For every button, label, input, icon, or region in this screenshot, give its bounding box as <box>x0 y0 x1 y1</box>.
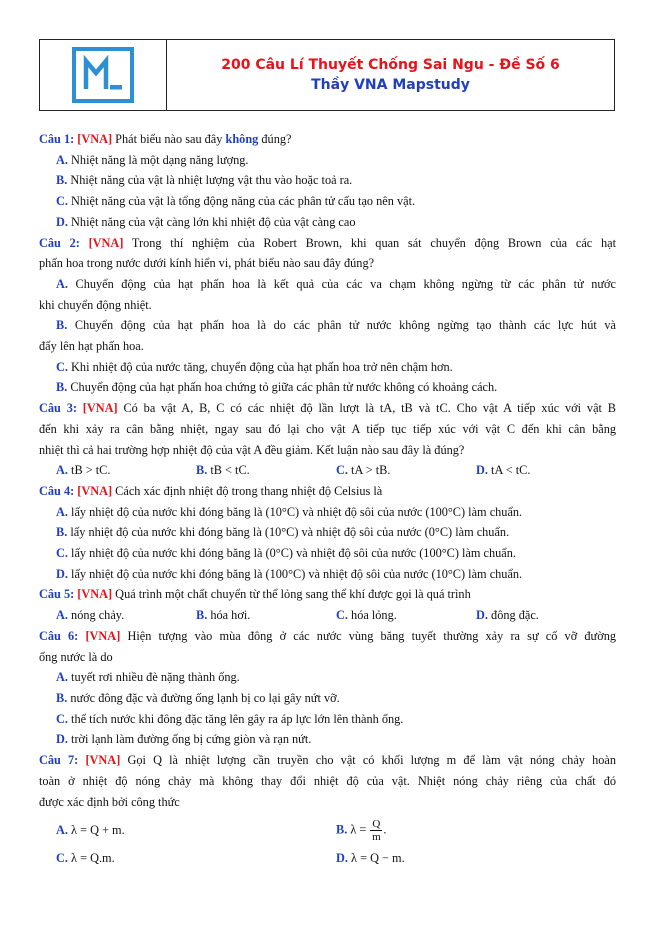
option-letter: A. <box>56 152 68 167</box>
question-4-option-b <box>39 522 616 543</box>
question-4-option-c <box>39 543 616 564</box>
option-letter: B. <box>56 173 68 188</box>
question-2-option-c <box>39 357 616 378</box>
question-5-options <box>39 605 616 626</box>
option-text: Nhiệt năng của vật là nhiệt lượng vật thu vào hoặc toả ra. <box>67 173 353 188</box>
option-letter: D. <box>476 608 488 623</box>
keyword-khong: không <box>225 132 259 146</box>
option-text: λ = Q − m. <box>347 851 405 866</box>
option-text: tB < tC. <box>207 463 250 478</box>
option-text: tB > tC. <box>67 463 111 478</box>
question-1-option-d <box>39 212 616 233</box>
option-text: hóa lỏng. <box>347 608 397 623</box>
question-5-option-a <box>56 605 196 626</box>
option-letter: C. <box>56 194 68 209</box>
option-text: λ = Q + m. <box>67 822 125 837</box>
option-text: Chuyển động của hạt phấn hoa là kết quả của các va chạm không ngừng từ các phân tử nước <box>67 276 616 291</box>
question-1-option-a <box>39 150 616 171</box>
question-1-option-c <box>39 191 616 212</box>
question-label: Câu 2: <box>39 235 80 250</box>
option-text: λ = <box>347 822 370 837</box>
question-text: Quá trình một chất chuyển từ thể lỏng sang thể khí được gọi là quá trình <box>112 587 471 602</box>
question-6-option-d <box>39 729 616 750</box>
question-6-option-b <box>39 688 616 709</box>
option-letter: B. <box>56 380 68 395</box>
question-5-stem <box>39 584 616 605</box>
question-3-stem-cont2: nhiệt thì cả hai trường hợp nhiệt độ của vật A đều giảm. Kết luận nào sau đây là đúng? <box>39 442 465 457</box>
question-3-option-b <box>196 460 336 481</box>
option-text: lấy nhiệt độ của nước khi đóng băng là (0°C) và nhiệt độ sôi của nước (100°C) làm chuẩn. <box>67 546 516 561</box>
question-tag: [VNA] <box>85 753 121 768</box>
option-letter: D. <box>476 463 488 478</box>
question-tag: [VNA] <box>77 587 113 602</box>
question-6-stem-cont: ống nước là do <box>39 649 113 664</box>
option-text: thể tích nước khi đông đặc tăng lên gây ra áp lực lớn lên thành ống. <box>67 711 404 726</box>
option-letter: D. <box>56 566 68 581</box>
title-cell <box>167 40 614 110</box>
option-text: Nhiệt năng là một dạng năng lượng. <box>67 152 249 167</box>
option-letter: D. <box>56 214 68 229</box>
question-2-stem-cont: phấn hoa trong nước dưới kính hiển vi, phát biểu nào sau đây đúng? <box>39 256 375 271</box>
header-box <box>39 39 615 111</box>
question-6-option-c <box>39 709 616 730</box>
question-2-option-a-cont: khi chuyển động nhiệt. <box>39 297 152 312</box>
question-7-option-b <box>336 818 616 843</box>
question-label: Câu 7: <box>39 753 79 768</box>
question-4-stem <box>39 481 616 502</box>
question-text: Có ba vật A, B, C có các nhiệt độ lần lượt là tA, tB và tC. Cho vật A tiếp xúc với vật B <box>117 401 616 416</box>
option-letter: B. <box>336 822 348 837</box>
option-text: tA > tB. <box>347 463 391 478</box>
question-3-options <box>39 460 616 481</box>
option-letter: B. <box>56 525 68 540</box>
question-4-option-a <box>39 502 616 523</box>
option-text: lấy nhiệt độ của nước khi đóng băng là (10°C) và nhiệt độ sôi của nước (0°C) làm chuẩn. <box>67 525 510 540</box>
question-3-option-a <box>56 460 196 481</box>
option-text: . <box>383 822 387 837</box>
question-text: Cách xác định nhiệt độ trong thang nhiệt độ Celsius là <box>112 483 383 498</box>
fraction-denominator: m <box>372 830 381 843</box>
question-text: Hiện tượng vào mùa đông ở các nước vùng băng tuyết thường xảy ra sự cố vỡ đường <box>120 628 616 643</box>
question-label: Câu 3: <box>39 401 77 416</box>
question-tag: [VNA] <box>77 483 113 498</box>
question-1-stem <box>39 129 616 150</box>
question-text: Gọi Q là nhiệt lượng cần truyền cho vật có khối lượng m để làm vật nóng chảy hoàn <box>120 753 617 768</box>
option-letter: C. <box>56 851 68 866</box>
question-3-option-c <box>336 460 476 481</box>
document-title: 200 Câu Lí Thuyết Chống Sai Ngu - Đề Số 6 <box>221 57 560 73</box>
option-letter: D. <box>336 851 348 866</box>
option-text: Chuyển động của hạt phấn hoa là do các phân tử nước không ngừng tạo thành các lực hút và <box>67 318 616 333</box>
option-letter: A. <box>56 670 68 685</box>
mapstudy-logo-icon <box>72 47 134 103</box>
option-letter: D. <box>56 732 68 747</box>
question-2-option-a <box>39 274 616 295</box>
question-7-option-a <box>56 823 336 838</box>
question-2-option-b-cont: đẩy lên hạt phấn hoa. <box>39 339 144 354</box>
option-text: λ = Q.m. <box>67 851 115 866</box>
option-text: tuyết rơi nhiều đè nặng thành ống. <box>67 670 240 685</box>
question-7-stem-cont2: được xác định bởi công thức <box>39 794 180 809</box>
option-text: nước đông đặc và đường ống lạnh bị co lại gây nứt vỡ. <box>67 690 340 705</box>
question-5-option-c <box>336 605 476 626</box>
option-text: lấy nhiệt độ của nước khi đóng băng là (100°C) và nhiệt độ sôi của nước (10°C) làm chuẩn. <box>67 566 523 581</box>
question-3-stem-cont: đến khi xảy ra cân bằng nhiệt, ngay sau đó lại cho vật A tiếp tục tiếp xúc với vật C đến khi cân bằng <box>39 421 616 436</box>
option-text: Chuyển động của hạt phấn hoa chứng tỏ giữa các phân tử nước không có khoảng cách. <box>67 380 498 395</box>
question-3-option-d <box>476 460 616 481</box>
question-6-option-a <box>39 667 616 688</box>
question-text: đúng? <box>258 132 292 146</box>
option-letter: B. <box>196 608 208 623</box>
logo-cell <box>40 40 167 110</box>
option-letter: A. <box>56 504 68 519</box>
question-7-options-row2 <box>39 848 616 869</box>
question-2-option-d <box>39 377 616 398</box>
question-7-options-row1 <box>39 812 616 848</box>
option-letter: A. <box>56 276 68 291</box>
option-letter: C. <box>336 463 348 478</box>
question-3-stem <box>39 398 616 419</box>
question-label: Câu 6: <box>39 628 79 643</box>
question-label: Câu 4: <box>39 483 75 498</box>
option-text: hóa hơi. <box>207 608 251 623</box>
question-7-stem <box>39 750 616 771</box>
option-text: tA < tC. <box>487 463 531 478</box>
option-text: đông đặc. <box>487 608 539 623</box>
question-list <box>39 129 616 869</box>
option-letter: C. <box>56 546 68 561</box>
question-2-option-b <box>39 315 616 336</box>
option-letter: B. <box>56 318 68 333</box>
question-5-option-b <box>196 605 336 626</box>
question-tag: [VNA] <box>85 628 121 643</box>
question-2-stem <box>39 233 616 254</box>
option-text: nóng chảy. <box>67 608 125 623</box>
option-text: Nhiệt năng của vật càng lớn khi nhiệt độ của vật càng cao <box>67 214 356 229</box>
question-6-stem <box>39 626 616 647</box>
question-7-option-d <box>336 848 616 869</box>
question-tag: [VNA] <box>88 235 124 250</box>
option-letter: C. <box>56 359 68 374</box>
question-label: Câu 5: <box>39 587 75 602</box>
question-label: Câu 1: <box>39 132 75 146</box>
question-7-stem-cont: toàn ở nhiệt độ nóng chảy mà không thay đổi nhiệt độ của vật. Nhiệt nóng chảy riêng của chất đó <box>39 773 616 788</box>
option-text: trời lạnh làm đường ống bị cứng giòn và rạn nứt. <box>67 732 312 747</box>
document-subtitle: Thầy VNA Mapstudy <box>311 77 470 93</box>
option-text: Nhiệt năng của vật là tổng động năng của các phân tử cấu tạo nên vật. <box>67 194 416 209</box>
question-1-option-b <box>39 170 616 191</box>
option-letter: B. <box>196 463 208 478</box>
option-letter: A. <box>56 463 68 478</box>
question-7-option-c <box>56 848 336 869</box>
option-text: lấy nhiệt độ của nước khi đóng băng là (10°C) và nhiệt độ sôi của nước (100°C) làm chuẩn. <box>67 504 523 519</box>
option-text: Khi nhiệt độ của nước tăng, chuyển động của hạt phấn hoa trở nên chậm hơn. <box>67 359 453 374</box>
option-letter: C. <box>336 608 348 623</box>
fraction-numerator: Q <box>372 817 381 830</box>
question-4-option-d <box>39 564 616 585</box>
option-letter: A. <box>56 608 68 623</box>
option-letter: A. <box>56 822 68 837</box>
question-5-option-d <box>476 605 616 626</box>
question-tag: [VNA] <box>82 401 118 416</box>
option-letter: C. <box>56 711 68 726</box>
option-letter: B. <box>56 690 68 705</box>
question-tag: [VNA] <box>77 132 113 146</box>
fraction-q-over-m <box>370 818 382 843</box>
question-text: Trong thí nghiệm của Robert Brown, khi quan sát chuyển động Brown của các hạt <box>123 235 616 250</box>
question-text: Phát biểu nào sau đây <box>112 132 226 146</box>
